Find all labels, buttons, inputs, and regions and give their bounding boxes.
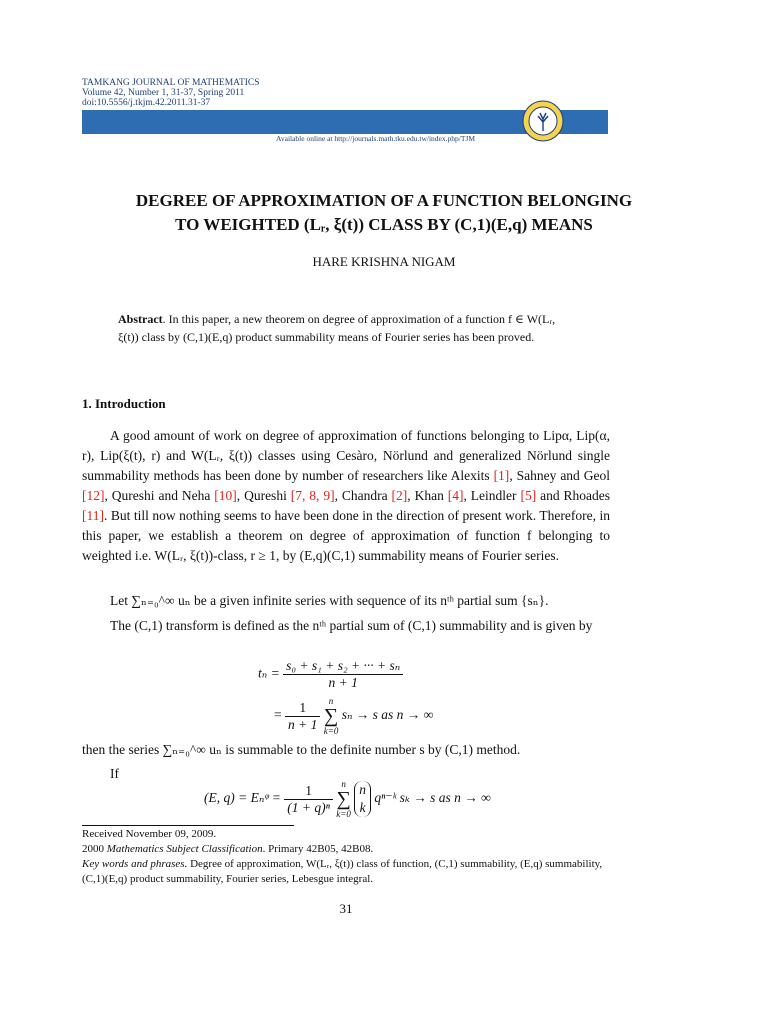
text-span: , Qureshi and Neha bbox=[104, 488, 215, 503]
citation-1[interactable]: [1] bbox=[493, 468, 510, 483]
keywords-label: Key words and phrases. bbox=[82, 858, 188, 870]
fraction-numerator: s₀ + s₁ + s₂ + ··· + sₙ bbox=[283, 658, 403, 675]
author-name: HARE KRISHNA NIGAM bbox=[312, 254, 456, 269]
text-span: and Rhoades bbox=[536, 488, 611, 503]
paragraph-if: If bbox=[110, 766, 119, 781]
text-span: , Qureshi bbox=[236, 488, 291, 503]
eq-rhs: sₙ → s as n → ∞ bbox=[341, 707, 434, 723]
sum-upper: n bbox=[328, 696, 334, 706]
fraction-numerator: 1 bbox=[284, 783, 333, 800]
citation-12[interactable]: [12] bbox=[82, 488, 105, 503]
msc-classification bbox=[82, 842, 610, 857]
eq-rhs: qⁿ⁻ᵏ sₖ → s as n → ∞ bbox=[374, 790, 491, 806]
section-heading: 1. Introduction bbox=[82, 396, 166, 411]
paragraph-series: Let ∑ₙ₌₀^∞ uₙ be a given infinite series with sequence of its nᵗʰ partial sum {sₙ}. bbox=[110, 593, 549, 608]
text-span: , Leindler bbox=[463, 488, 521, 503]
paper-title bbox=[80, 189, 688, 237]
binomial bbox=[354, 781, 371, 817]
journal-header bbox=[82, 78, 260, 108]
msc-label: Mathematics Subject Classification bbox=[106, 843, 263, 855]
paragraph-c1-transform: The (C,1) transform is defined as the nᵗʰ partial sum of (C,1) summability and is given by bbox=[110, 618, 593, 633]
university-logo bbox=[522, 100, 564, 142]
journal-volume: Volume 42, Number 1, 31-37, Spring 2011 bbox=[82, 88, 245, 98]
citation-5[interactable]: [5] bbox=[520, 488, 537, 503]
keywords bbox=[82, 857, 610, 887]
text-span: . But till now nothing seems to have been done in the direction of present work. Therefore, in this paper, we establish a theorem on degree of approximation of function f belonging to weighted i.e. W(Lᵣ, ξ(t))-class, r ≥ 1, by (E,q)(C,1) summability means of Fourier series. bbox=[82, 508, 610, 563]
eq-lhs: tₙ = bbox=[258, 665, 280, 681]
title-line-2: TO WEIGHTED (Lᵣ, ξ(t)) CLASS BY (C,1)(E,q) MEANS bbox=[175, 215, 593, 234]
text-span: , Sahney and Geol bbox=[509, 468, 610, 483]
fraction-numerator: 1 bbox=[285, 700, 320, 717]
fraction bbox=[283, 658, 403, 691]
sum-upper: n bbox=[341, 779, 346, 789]
citation-2[interactable]: [2] bbox=[391, 488, 408, 503]
citation-11[interactable]: [11] bbox=[82, 508, 104, 523]
abstract-label: Abstract bbox=[118, 312, 163, 326]
journal-name: TAMKANG JOURNAL OF MATHEMATICS bbox=[82, 78, 260, 88]
equation-tn-sum bbox=[274, 696, 433, 736]
summation: n ∑ k=0 bbox=[336, 779, 351, 819]
eq-lhs: (E, q) = Eₙᵠ = bbox=[204, 790, 281, 806]
paragraph-summable: then the series ∑ₙ₌₀^∞ uₙ is summable to the definite number s by (C,1) method. bbox=[82, 742, 521, 757]
available-online-link[interactable]: Available online at http://journals.math.tku.edu.tw/index.php/TJM bbox=[276, 134, 475, 143]
title-line-1: DEGREE OF APPROXIMATION OF A FUNCTION BELONGING bbox=[135, 191, 633, 210]
received-date: Received November 09, 2009. bbox=[82, 828, 217, 840]
fraction-denominator: (1 + q)ⁿ bbox=[287, 799, 330, 815]
page-number: 31 bbox=[339, 901, 353, 916]
citation-10[interactable]: [10] bbox=[214, 488, 237, 503]
msc-text: . Primary 42B05, 42B08. bbox=[262, 843, 374, 855]
text-span: , Chandra bbox=[334, 488, 392, 503]
equation-tn bbox=[258, 658, 403, 691]
footnotes bbox=[82, 827, 610, 887]
citation-7-8-9[interactable]: [7, 8, 9] bbox=[290, 488, 335, 503]
fraction-denominator: n + 1 bbox=[288, 716, 318, 732]
citation-4[interactable]: [4] bbox=[447, 488, 464, 503]
doi-link[interactable]: doi:10.5556/j.tkjm.42.2011.31-37 bbox=[82, 98, 211, 108]
eq-equals: = bbox=[274, 707, 282, 723]
tree-seal-icon bbox=[522, 100, 564, 142]
footnote-rule bbox=[82, 825, 294, 826]
sum-lower: k=0 bbox=[323, 726, 339, 736]
abstract bbox=[118, 310, 574, 346]
text-span: A good amount of work on degree of approximation of functions belonging to Lipα, Lip(α, r), Lip(ξ(t), r) and W(Lᵣ, ξ(t)) classes using Cesàro, Nörlund and generalized Nörlund single summability methods has been done by number of researchers like Alexits bbox=[82, 428, 610, 483]
abstract-text: . In this paper, a new theorem on degree of approximation of a function f ∈ W(Lᵣ, ξ(t)) class by (C,1)(E,q) product summability means of Fourier series has been proved. bbox=[118, 312, 556, 344]
text-span: , Khan bbox=[407, 488, 448, 503]
binom-top: n bbox=[359, 782, 366, 797]
binom-bottom: k bbox=[359, 800, 366, 815]
keywords-text: Degree of approximation, W(Lᵣ, ξ(t)) class of function, (C,1) summability, (E,q) summability, (C,1)(E,q) product summability, Fourier series, Lebesgue integral. bbox=[82, 858, 603, 885]
sum-lower: k=0 bbox=[336, 809, 351, 819]
intro-paragraph bbox=[82, 426, 610, 566]
fraction bbox=[284, 783, 333, 816]
fraction bbox=[285, 700, 320, 733]
equation-eq bbox=[204, 779, 491, 819]
fraction-denominator: n + 1 bbox=[328, 675, 358, 690]
summation: n ∑ k=0 bbox=[323, 696, 339, 736]
msc-prefix: 2000 bbox=[82, 843, 107, 855]
